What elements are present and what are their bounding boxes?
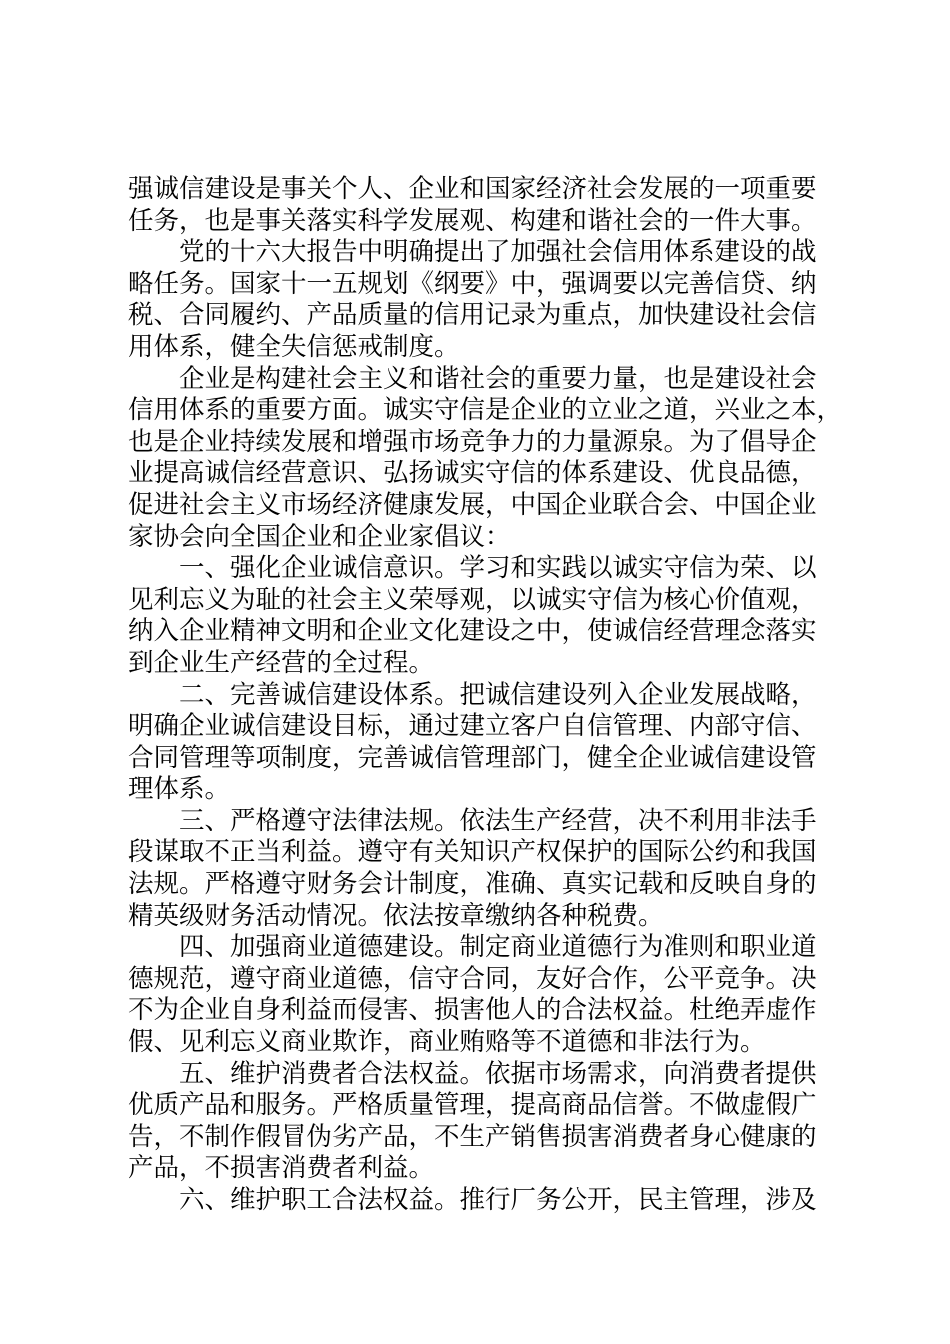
text-line: 任务，也是事关落实科学发展观、构建和谐社会的一件大事。: [128, 205, 817, 236]
paragraph-enterprise-role: [128, 363, 843, 554]
text-line: 合同管理等项制度，完善诚信管理部门，健全企业诚信建设管: [128, 742, 817, 773]
text-line: 不为企业自身利益而侵害、损害他人的合法权益。杜绝弄虚作: [128, 995, 817, 1026]
paragraph-sixteenth-congress: [128, 237, 834, 363]
text-line: 产品，不损害消费者利益。: [128, 1153, 435, 1184]
paragraph-item-5: [128, 1059, 834, 1185]
text-line: 税、合同履约、产品质量的信用记录为重点，加快建设社会信: [128, 300, 817, 331]
text-line: 一、强化企业诚信意识。学习和实践以诚实守信为荣、以: [179, 553, 817, 584]
paragraph-item-3: [128, 806, 834, 932]
text-line: 强诚信建设是事关个人、企业和国家经济社会发展的一项重要: [128, 174, 817, 204]
text-line: 企业是构建社会主义和谐社会的重要力量，也是建设社会: [179, 363, 817, 394]
text-line: 纳入企业精神文明和企业文化建设之中，使诚信经营理念落实: [128, 616, 817, 647]
text-line: 明确企业诚信建设目标，通过建立客户自信管理、内部守信、: [128, 711, 817, 742]
text-line: 理体系。: [128, 774, 231, 805]
text-line: 五、维护消费者合法权益。依据市场需求，向消费者提供: [179, 1058, 817, 1089]
text-line: 党的十六大报告中明确提出了加强社会信用体系建设的战: [179, 237, 817, 268]
text-line: 用体系，健全失信惩戒制度。: [128, 331, 460, 362]
text-line: 信用体系的重要方面。诚实守信是企业的立业之道，兴业之本，: [128, 395, 843, 426]
document-body: [128, 174, 843, 1217]
text-line: 业提高诚信经营意识、弘扬诚实守信的体系建设、优良品德，: [128, 458, 817, 489]
text-line: 到企业生产经营的全过程。: [128, 647, 435, 678]
text-line: 法规。严格遵守财务会计制度，准确、真实记载和反映自身的: [128, 869, 817, 900]
text-line: 优质产品和服务。严格质量管理，提高商品信誉。不做虚假广: [128, 1090, 817, 1121]
text-line: 告，不制作假冒伪劣产品，不生产销售损害消费者身心健康的: [128, 1121, 817, 1152]
text-line: 见利忘义为耻的社会主义荣辱观，以诚实守信为核心价值观，: [128, 584, 817, 615]
text-line: 段谋取不正当利益。遵守有关知识产权保护的国际公约和我国: [128, 837, 817, 868]
text-line: 促进社会主义市场经济健康发展，中国企业联合会、中国企业: [128, 489, 817, 520]
paragraph-item-4: [128, 932, 834, 1058]
text-line: 三、严格遵守法律法规。依法生产经营，决不利用非法手: [179, 805, 817, 836]
text-line: 假、见利忘义商业欺诈，商业贿赂等不道德和非法行为。: [128, 1027, 766, 1058]
text-line: 二、完善诚信建设体系。把诚信建设列入企业发展战略，: [179, 679, 817, 710]
paragraph-item-1: [128, 553, 834, 679]
text-line: 家协会向全国企业和企业家倡议：: [128, 521, 511, 552]
text-line: 四、加强商业道德建设。制定商业道德行为准则和职业道: [179, 932, 817, 963]
text-line: 六、维护职工合法权益。推行厂务公开，民主管理，涉及: [179, 1185, 817, 1215]
text-line: 略任务。国家十一五规划《纲要》中，强调要以完善信贷、纳: [128, 268, 817, 299]
text-line: 德规范，遵守商业道德，信守合同，友好合作，公平竞争。决: [128, 963, 817, 994]
paragraph-intro-continuation: [128, 174, 834, 237]
text-line: 精英级财务活动情况。依法按章缴纳各种税费。: [128, 900, 664, 931]
paragraph-item-2: [128, 680, 834, 806]
text-line: 也是企业持续发展和增强市场竞争力的力量源泉。为了倡导企: [128, 426, 817, 457]
paragraph-item-6: [128, 1185, 834, 1217]
